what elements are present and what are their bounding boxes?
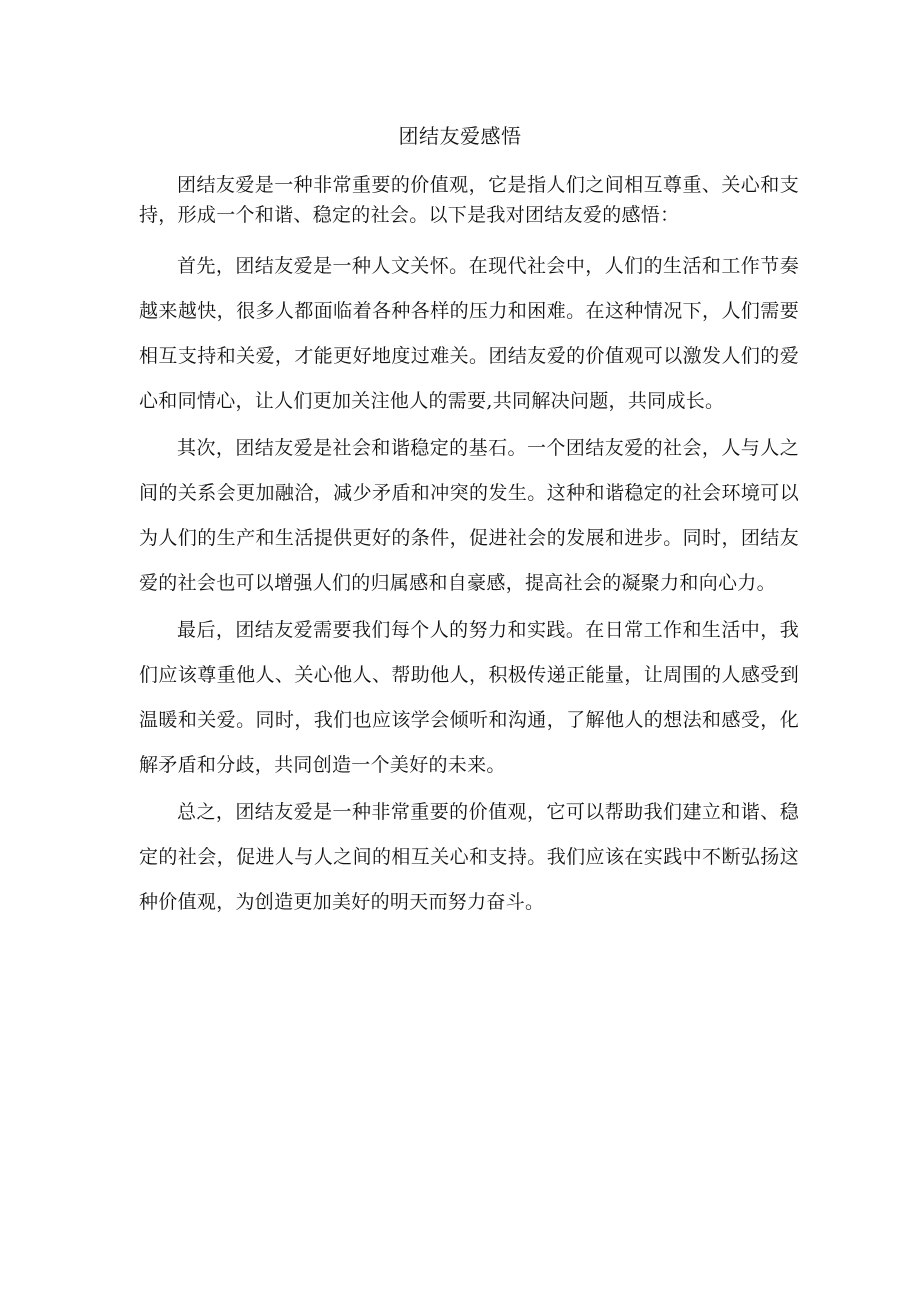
document-body xyxy=(139,170,799,927)
paragraph-intro: 团结友爱是一种非常重要的价值观，它是指人们之间相互尊重、关心和支持，形成一个和谐、稳定的社会。以下是我对团结友爱的感悟： xyxy=(139,174,799,226)
paragraph-first: 首先，团结友爱是一种人文关怀。在现代社会中，人们的生活和工作节奏越来越快，很多人都面临着各种各样的压力和困难。在这种情况下，人们需要相互支持和关爱，才能更好地度过难关。团结友爱的价值观可以激发人们的爱心和同情心，让人们更加关注他人的需要,共同解决问题，共同成长。 xyxy=(139,255,799,412)
paragraph-last: 最后，团结友爱需要我们每个人的努力和实践。在日常工作和生活中，我们应该尊重他人、关心他人、帮助他人，积极传递正能量，让周围的人感受到温暖和关爱。同时，我们也应该学会倾听和沟通，了解他人的想法和感受，化解矛盾和分歧，共同创造一个美好的未来。 xyxy=(139,619,799,776)
document-title: 团结友爱感悟 xyxy=(398,124,522,148)
paragraph-second: 其次，团结友爱是社会和谐稳定的基石。一个团结友爱的社会，人与人之间的关系会更加融洽，减少矛盾和冲突的发生。这种和谐稳定的社会环境可以为人们的生产和生活提供更好的条件，促进社会的发展和进步。同时，团结友爱的社会也可以增强人们的归属感和自豪感，提高社会的凝聚力和向心力。 xyxy=(139,437,799,594)
paragraph-conclusion: 总之，团结友爱是一种非常重要的价值观，它可以帮助我们建立和谐、稳定的社会，促进人与人之间的相互关心和支持。我们应该在实践中不断弘扬这种价值观，为创造更加美好的明天而努力奋斗。 xyxy=(139,801,799,913)
